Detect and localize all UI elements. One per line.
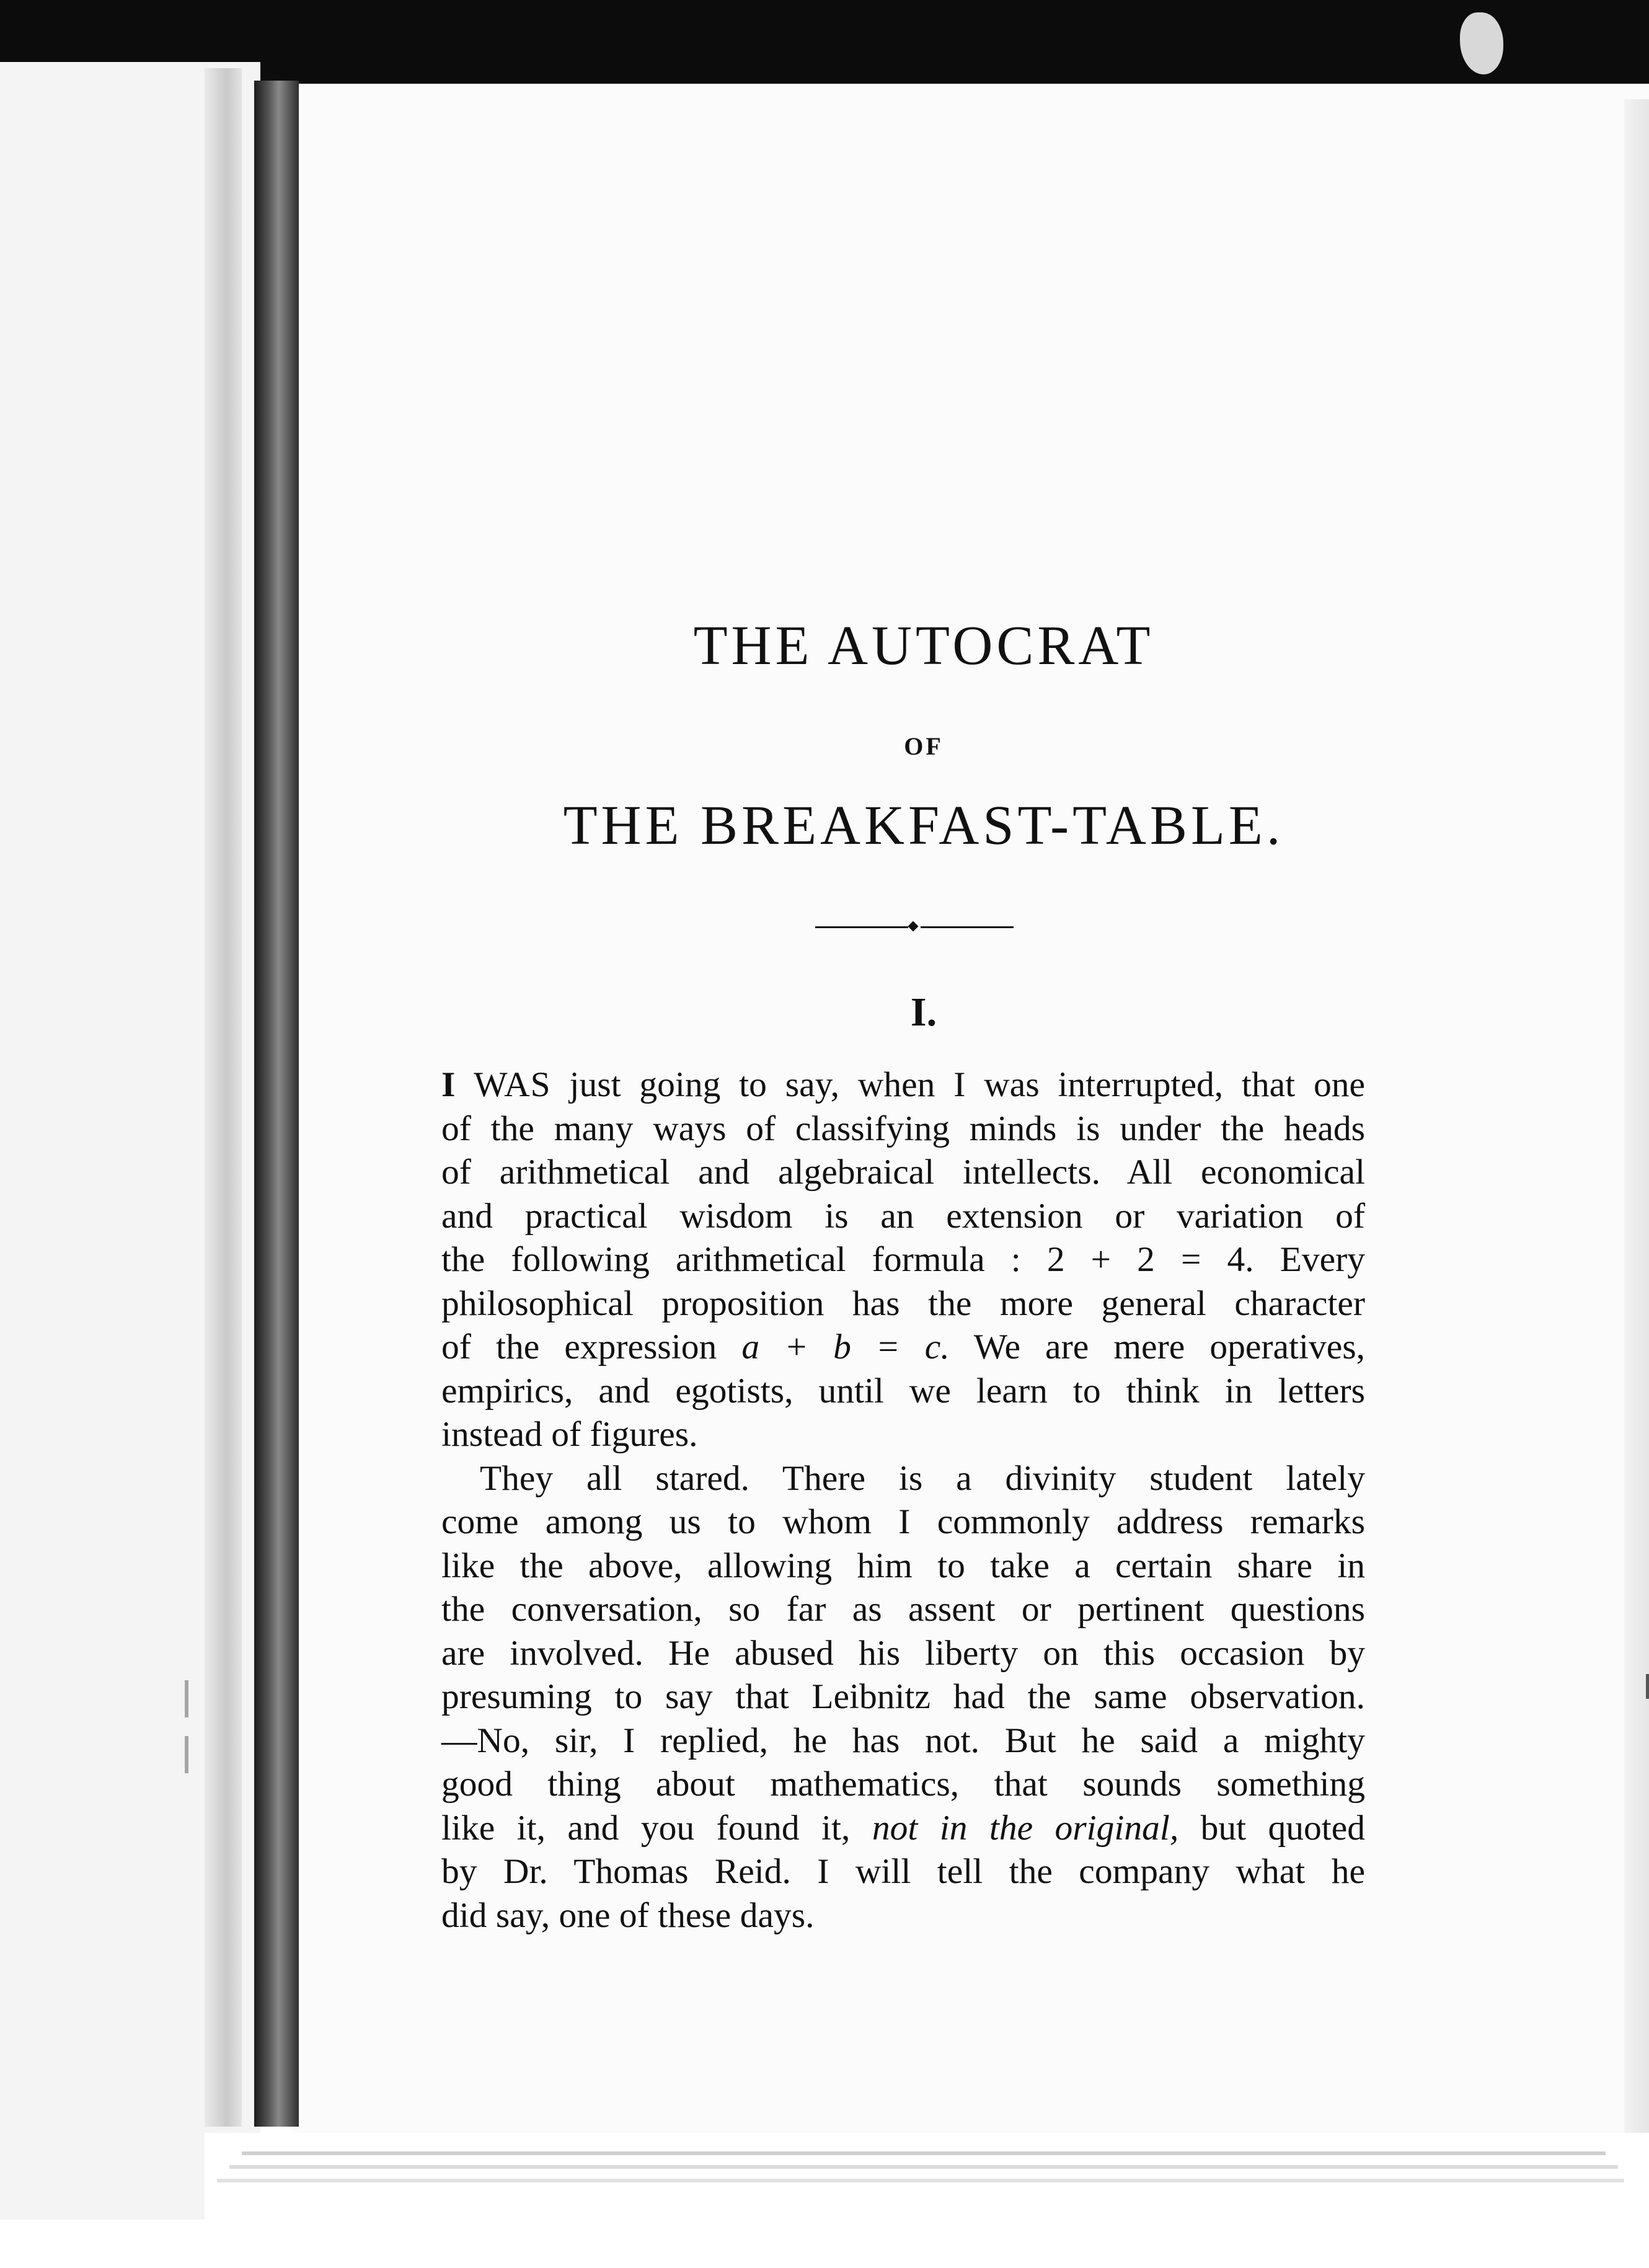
text-line: the conversation, so far as assent or pertinent questions bbox=[441, 1590, 1365, 1629]
text-line bbox=[441, 1063, 1365, 1107]
chapter-number: I. bbox=[910, 990, 937, 1035]
text-line-content: just going to say, when I was interrupted, that one bbox=[550, 1065, 1366, 1104]
text-line-content: We are mere operatives, bbox=[949, 1327, 1366, 1367]
text-line: like the above, allowing him to take a certain share in bbox=[441, 1546, 1365, 1585]
title-ornament bbox=[815, 923, 1014, 931]
formula: a + b = c. bbox=[741, 1327, 950, 1367]
text-line: empirics, and egotists, until we learn to think in letters bbox=[441, 1371, 1365, 1411]
title-line-1: THE AUTOCRAT bbox=[693, 615, 1154, 676]
book-gutter bbox=[254, 81, 299, 2127]
text-line: are involved. He abused his liberty on this occasion by bbox=[441, 1633, 1365, 1673]
text-line: the following arithmetical formula : 2 + 2 = 4. Every bbox=[441, 1240, 1365, 1279]
italic-phrase: not in the original, bbox=[872, 1808, 1179, 1848]
page-bottom-edges bbox=[205, 2133, 1649, 2268]
title-line-2: THE BREAKFAST-TABLE. bbox=[563, 795, 1284, 856]
page-leaf bbox=[229, 2165, 1618, 2169]
page-leaf bbox=[217, 2179, 1624, 2182]
text-line: of arithmetical and algebraical intellects. All economical bbox=[441, 1153, 1365, 1192]
margin-mark bbox=[185, 1680, 188, 1717]
ornament-rule bbox=[815, 926, 908, 928]
facing-page-edge bbox=[205, 68, 242, 2127]
text-line: instead of figures. bbox=[441, 1415, 698, 1454]
text-line: and practical wisdom is an extension or variation of bbox=[441, 1196, 1365, 1236]
edge-mark bbox=[1646, 1674, 1649, 1699]
text-line: of the many ways of classifying minds is under the heads bbox=[441, 1109, 1365, 1148]
text-line bbox=[441, 1807, 1365, 1851]
text-line: did say, one of these days. bbox=[441, 1895, 815, 1935]
ornament-rule bbox=[921, 926, 1014, 928]
lead-word: I bbox=[441, 1065, 456, 1104]
margin-mark bbox=[185, 1736, 188, 1773]
text-line: come among us to whom I commonly address remarks bbox=[441, 1502, 1365, 1541]
paragraph-2 bbox=[441, 1457, 1365, 1938]
text-line-content: like it, and you found it, bbox=[441, 1808, 872, 1848]
text-line: philosophical proposition has the more general character bbox=[441, 1283, 1365, 1323]
text-line: by Dr. Thomas Reid. I will tell the company what he bbox=[441, 1852, 1365, 1891]
text-line: good thing about mathematics, that sounds something bbox=[441, 1765, 1365, 1804]
title-of: OF bbox=[904, 732, 944, 760]
body-text bbox=[441, 1063, 1365, 1938]
text-line: presuming to say that Leibnitz had the same observation. bbox=[441, 1677, 1365, 1716]
text-line: —No, sir, I replied, he has not. But he said a mighty bbox=[441, 1721, 1365, 1760]
text-line-content: of the expression bbox=[441, 1327, 742, 1367]
text-line-content: but quoted bbox=[1178, 1808, 1366, 1848]
ornament-diamond bbox=[908, 921, 919, 932]
page-leaf bbox=[242, 2151, 1606, 2155]
paragraph-1 bbox=[441, 1063, 1365, 1457]
lead-smallcaps: WAS bbox=[474, 1065, 551, 1104]
text-line: They all stared. There is a divinity student lately bbox=[480, 1458, 1365, 1498]
page-right-edge bbox=[1624, 99, 1649, 2145]
text-line bbox=[441, 1326, 1365, 1370]
